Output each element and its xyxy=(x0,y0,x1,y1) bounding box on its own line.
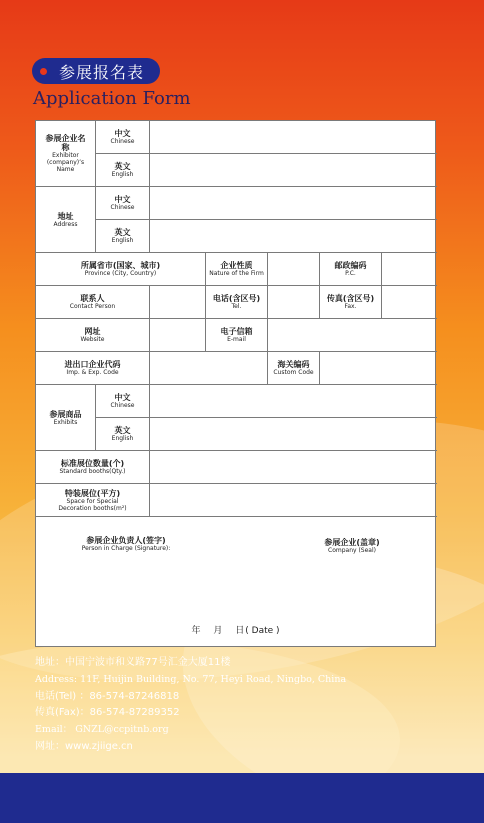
exhibits-english-label: 英文 English xyxy=(96,418,150,451)
tel-line: 电话(Tel) ：86-574-87246818 xyxy=(35,690,180,702)
fax-line: 传真(Fax)：86-574-87289352 xyxy=(35,707,180,719)
application-form xyxy=(35,120,436,647)
address-label: 地址 Address xyxy=(36,187,96,253)
title-badge xyxy=(32,58,160,84)
email-label: 电子信箱 E-mail xyxy=(206,319,268,352)
province-label: 所属省市(国家、城市) Province (City, Country) xyxy=(36,253,206,286)
impexp-label: 进出口企业代码 Imp. & Exp. Code xyxy=(36,352,150,385)
person-in-charge-label: 参展企业负责人(签字) Person in Charge (Signature): xyxy=(81,536,171,552)
exhibits-label: 参展商品 Exhibits xyxy=(36,385,96,451)
email-line: Email： GNZL@ccpitnb.org xyxy=(35,724,169,736)
standard-booths-label: 标准展位数量(个) Standard booths(Qty.) xyxy=(36,451,150,484)
contact-label: 联系人 Contact Person xyxy=(36,286,150,319)
postcode-field[interactable] xyxy=(382,253,437,286)
postcode-label: 邮政编码 P.C. xyxy=(320,253,382,286)
exhibitor-english-label: 英文 English xyxy=(96,154,150,187)
contact-field[interactable] xyxy=(150,286,206,319)
tel-label: 电话(含区号) Tel. xyxy=(206,286,268,319)
exhibitor-chinese-label: 中文 Chinese xyxy=(96,121,150,154)
exhibitor-chinese-field[interactable] xyxy=(150,121,437,154)
bullet-dot-icon xyxy=(40,68,47,75)
tel-field[interactable] xyxy=(268,286,320,319)
customs-field[interactable] xyxy=(320,352,437,385)
fax-field[interactable] xyxy=(382,286,437,319)
date-line: 年 月 日( Date ) xyxy=(191,626,280,636)
website-line: 网址：www.zjiige.cn xyxy=(35,740,133,752)
form-title-en: Application Form xyxy=(33,88,191,109)
exhibits-english-field[interactable] xyxy=(150,418,437,451)
address-zh: 地址：中国宁波市和义路77号汇金大厦11楼 xyxy=(35,657,231,668)
standard-booths-field[interactable] xyxy=(150,451,437,484)
form-title-zh: 参展报名表 xyxy=(59,62,145,82)
impexp-field[interactable] xyxy=(150,352,268,385)
address-english-label: 英文 English xyxy=(96,220,150,253)
special-booths-field[interactable] xyxy=(150,484,437,517)
footer-band xyxy=(0,773,484,823)
exhibitor-label: 参展企业名称 Exhibitor (company)’s Name xyxy=(36,121,96,187)
exhibits-chinese-field[interactable] xyxy=(150,385,437,418)
exhibitor-english-field[interactable] xyxy=(150,154,437,187)
company-seal-label: 参展企业(盖章) Company (Seal) xyxy=(324,538,380,554)
website-label: 网址 Website xyxy=(36,319,150,352)
exhibits-chinese-label: 中文 Chinese xyxy=(96,385,150,418)
address-chinese-field[interactable] xyxy=(150,187,437,220)
nature-label: 企业性质 Nature of the Firm xyxy=(206,253,268,286)
address-english-field[interactable] xyxy=(150,220,437,253)
email-field[interactable] xyxy=(268,319,437,352)
special-booths-label: 特装展位(平方) Space for Special Decoration booths(m²) xyxy=(36,484,150,517)
customs-label: 海关编码 Custom Code xyxy=(268,352,320,385)
website-field[interactable] xyxy=(150,319,206,352)
address-en: Address: 11F, Huijin Building, No. 77, Heyi Road, Ningbo, China xyxy=(35,673,347,685)
contact-info xyxy=(35,655,455,756)
address-chinese-label: 中文 Chinese xyxy=(96,187,150,220)
nature-field[interactable] xyxy=(268,253,320,286)
fax-label: 传真(含区号) Fax. xyxy=(320,286,382,319)
